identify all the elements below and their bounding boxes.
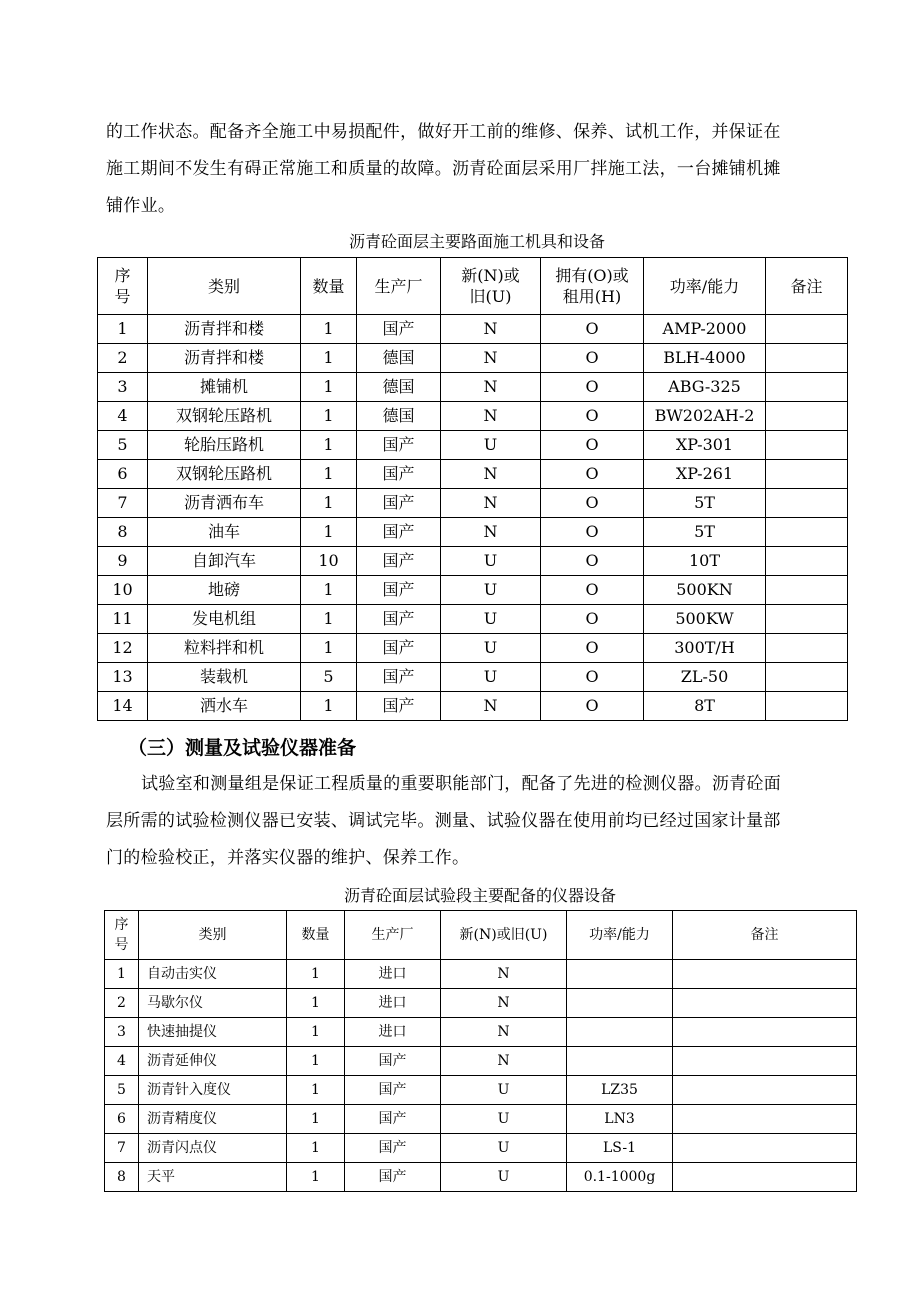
cell-qty: 1: [287, 1018, 345, 1047]
cell-qty: 1: [301, 605, 357, 634]
cell-category: 地磅: [148, 576, 301, 605]
cell-newold: N: [441, 315, 541, 344]
cell-own: O: [541, 634, 644, 663]
cell-qty: 5: [301, 663, 357, 692]
cell-power: LZ35: [567, 1076, 673, 1105]
cell-newold: U: [441, 1105, 567, 1134]
cell-seq: 12: [98, 634, 148, 663]
cell-power: LS-1: [567, 1134, 673, 1163]
cell-seq: 1: [105, 960, 139, 989]
cell-maker: 国产: [357, 692, 441, 721]
cell-remark: [766, 402, 848, 431]
cell-qty: 1: [301, 460, 357, 489]
cell-own: O: [541, 402, 644, 431]
cell-remark: [673, 1105, 857, 1134]
cell-category: 洒水车: [148, 692, 301, 721]
cell-remark: [766, 634, 848, 663]
cell-newold: N: [441, 460, 541, 489]
cell-maker: 德国: [357, 402, 441, 431]
cell-maker: 国产: [357, 431, 441, 460]
header-power: 功率/能力: [644, 258, 766, 315]
cell-qty: 1: [287, 1105, 345, 1134]
cell-own: O: [541, 373, 644, 402]
header-seq: 序 号: [105, 911, 139, 960]
cell-category: 自卸汽车: [148, 547, 301, 576]
header-own: 拥有(O)或 租用(H): [541, 258, 644, 315]
header-category: 类别: [139, 911, 287, 960]
cell-own: O: [541, 605, 644, 634]
cell-power: 8T: [644, 692, 766, 721]
cell-qty: 1: [301, 692, 357, 721]
table2-header-row: [105, 911, 857, 960]
cell-power: [567, 1047, 673, 1076]
cell-remark: [766, 431, 848, 460]
cell-own: O: [541, 431, 644, 460]
header-maker: 生产厂: [357, 258, 441, 315]
section-line-2: 层所需的试验检测仪器已安装、调试完毕。测量、试验仪器在使用前均已经过国家计量部: [106, 811, 781, 831]
cell-seq: 8: [98, 518, 148, 547]
header-remark: 备注: [766, 258, 848, 315]
cell-power: [567, 1018, 673, 1047]
table1-body: [98, 315, 848, 721]
cell-qty: 1: [287, 1163, 345, 1192]
cell-seq: 1: [98, 315, 148, 344]
cell-maker: 国产: [357, 489, 441, 518]
cell-qty: 1: [287, 1076, 345, 1105]
cell-power: [567, 989, 673, 1018]
cell-maker: 进口: [345, 960, 441, 989]
cell-power: XP-261: [644, 460, 766, 489]
table1-header-row: [98, 258, 848, 315]
cell-newold: U: [441, 663, 541, 692]
machinery-table: [97, 257, 848, 721]
instrument-table: [104, 910, 857, 1192]
cell-category: 天平: [139, 1163, 287, 1192]
header-remark: 备注: [673, 911, 857, 960]
cell-seq: 7: [98, 489, 148, 518]
cell-remark: [673, 989, 857, 1018]
cell-seq: 5: [105, 1076, 139, 1105]
cell-newold: N: [441, 402, 541, 431]
header-seq: 序 号: [98, 258, 148, 315]
cell-newold: U: [441, 1134, 567, 1163]
cell-power: 5T: [644, 489, 766, 518]
cell-newold: N: [441, 344, 541, 373]
cell-qty: 1: [287, 989, 345, 1018]
cell-qty: 1: [287, 1047, 345, 1076]
cell-newold: N: [441, 960, 567, 989]
cell-seq: 9: [98, 547, 148, 576]
table-row: [98, 518, 848, 547]
cell-category: 马歇尔仪: [139, 989, 287, 1018]
cell-newold: N: [441, 1018, 567, 1047]
cell-newold: N: [441, 373, 541, 402]
cell-category: 油车: [148, 518, 301, 547]
cell-remark: [766, 315, 848, 344]
cell-category: 发电机组: [148, 605, 301, 634]
cell-own: O: [541, 460, 644, 489]
cell-power: ABG-325: [644, 373, 766, 402]
table-row: [98, 489, 848, 518]
table-row: [98, 576, 848, 605]
cell-qty: 1: [287, 1134, 345, 1163]
table-row: [98, 315, 848, 344]
cell-power: 10T: [644, 547, 766, 576]
cell-own: O: [541, 518, 644, 547]
table-row: [105, 989, 857, 1018]
table-row: [98, 402, 848, 431]
cell-remark: [766, 605, 848, 634]
cell-qty: 10: [301, 547, 357, 576]
table-row: [105, 1047, 857, 1076]
cell-power: AMP-2000: [644, 315, 766, 344]
cell-category: 沥青延伸仪: [139, 1047, 287, 1076]
cell-category: 双钢轮压路机: [148, 460, 301, 489]
cell-seq: 5: [98, 431, 148, 460]
intro-line-1: 的工作状态。配备齐全施工中易损配件，做好开工前的维修、保养、试机工作，并保证在: [106, 122, 781, 142]
cell-category: 快速抽提仪: [139, 1018, 287, 1047]
cell-seq: 14: [98, 692, 148, 721]
cell-seq: 10: [98, 576, 148, 605]
table-row: [98, 431, 848, 460]
table-row: [98, 605, 848, 634]
cell-newold: U: [441, 547, 541, 576]
cell-remark: [766, 489, 848, 518]
cell-newold: N: [441, 692, 541, 721]
cell-category: 双钢轮压路机: [148, 402, 301, 431]
header-qty: 数量: [301, 258, 357, 315]
cell-category: 沥青洒布车: [148, 489, 301, 518]
cell-remark: [673, 1163, 857, 1192]
header-power: 功率/能力: [567, 911, 673, 960]
cell-category: 沥青针入度仪: [139, 1076, 287, 1105]
cell-qty: 1: [301, 373, 357, 402]
cell-own: O: [541, 315, 644, 344]
cell-seq: 2: [98, 344, 148, 373]
table-row: [98, 344, 848, 373]
table1-caption: 沥青砼面层主要路面施工机具和设备: [348, 232, 605, 251]
cell-seq: 3: [98, 373, 148, 402]
cell-maker: 德国: [357, 373, 441, 402]
table2-caption: 沥青砼面层试验段主要配备的仪器设备: [343, 886, 616, 905]
cell-power: XP-301: [644, 431, 766, 460]
cell-maker: 国产: [357, 634, 441, 663]
intro-line-3: 铺作业。: [106, 196, 176, 216]
table-row: [105, 1076, 857, 1105]
cell-category: 沥青闪点仪: [139, 1134, 287, 1163]
table-row: [105, 1018, 857, 1047]
cell-remark: [766, 373, 848, 402]
cell-power: BLH-4000: [644, 344, 766, 373]
cell-category: 粒料拌和机: [148, 634, 301, 663]
table-row: [105, 960, 857, 989]
cell-remark: [766, 344, 848, 373]
cell-category: 沥青拌和楼: [148, 315, 301, 344]
cell-qty: 1: [287, 960, 345, 989]
cell-category: 沥青拌和楼: [148, 344, 301, 373]
cell-newold: U: [441, 1076, 567, 1105]
table-row: [98, 634, 848, 663]
section-line-1: 试验室和测量组是保证工程质量的重要职能部门，配备了先进的检测仪器。沥青砼面: [141, 774, 782, 794]
cell-maker: 国产: [345, 1105, 441, 1134]
table-row: [105, 1163, 857, 1192]
cell-newold: U: [441, 605, 541, 634]
header-newold: 新(N)或旧(U): [441, 911, 567, 960]
cell-maker: 国产: [357, 576, 441, 605]
cell-newold: U: [441, 431, 541, 460]
header-category: 类别: [148, 258, 301, 315]
table-row: [98, 460, 848, 489]
header-maker: 生产厂: [345, 911, 441, 960]
cell-remark: [766, 460, 848, 489]
cell-own: O: [541, 692, 644, 721]
cell-maker: 德国: [357, 344, 441, 373]
section-heading: （三）测量及试验仪器准备: [128, 737, 357, 759]
cell-maker: 国产: [345, 1134, 441, 1163]
cell-category: 轮胎压路机: [148, 431, 301, 460]
table-row: [105, 1134, 857, 1163]
cell-remark: [766, 663, 848, 692]
table-row: [98, 692, 848, 721]
cell-qty: 1: [301, 576, 357, 605]
cell-remark: [673, 1047, 857, 1076]
cell-own: O: [541, 489, 644, 518]
cell-power: 5T: [644, 518, 766, 547]
cell-seq: 8: [105, 1163, 139, 1192]
cell-qty: 1: [301, 489, 357, 518]
section-line-3: 门的检验校正，并落实仪器的维护、保养工作。: [106, 848, 470, 868]
cell-maker: 国产: [357, 315, 441, 344]
cell-newold: U: [441, 634, 541, 663]
header-qty: 数量: [287, 911, 345, 960]
cell-maker: 国产: [357, 605, 441, 634]
cell-seq: 7: [105, 1134, 139, 1163]
cell-seq: 4: [105, 1047, 139, 1076]
cell-category: 沥青精度仪: [139, 1105, 287, 1134]
cell-maker: 国产: [345, 1047, 441, 1076]
cell-remark: [766, 518, 848, 547]
cell-seq: 3: [105, 1018, 139, 1047]
cell-seq: 6: [98, 460, 148, 489]
cell-power: 0.1-1000g: [567, 1163, 673, 1192]
cell-own: O: [541, 344, 644, 373]
cell-remark: [766, 576, 848, 605]
cell-maker: 国产: [345, 1076, 441, 1105]
cell-qty: 1: [301, 315, 357, 344]
cell-seq: 6: [105, 1105, 139, 1134]
cell-seq: 2: [105, 989, 139, 1018]
cell-own: O: [541, 547, 644, 576]
cell-power: BW202AH-2: [644, 402, 766, 431]
intro-line-2: 施工期间不发生有碍正常施工和质量的故障。沥青砼面层采用厂拌施工法，一台摊铺机摊: [106, 159, 781, 179]
cell-maker: 国产: [357, 460, 441, 489]
cell-remark: [673, 960, 857, 989]
cell-power: 300T/H: [644, 634, 766, 663]
cell-own: O: [541, 576, 644, 605]
header-newold: 新(N)或 旧(U): [441, 258, 541, 315]
cell-maker: 国产: [357, 518, 441, 547]
cell-newold: U: [441, 576, 541, 605]
cell-power: [567, 960, 673, 989]
cell-own: O: [541, 663, 644, 692]
table-row: [98, 663, 848, 692]
cell-power: 500KW: [644, 605, 766, 634]
cell-category: 摊铺机: [148, 373, 301, 402]
cell-maker: 进口: [345, 989, 441, 1018]
table2-body: [105, 960, 857, 1192]
cell-remark: [766, 547, 848, 576]
cell-maker: 国产: [357, 547, 441, 576]
cell-power: ZL-50: [644, 663, 766, 692]
cell-newold: N: [441, 489, 541, 518]
cell-remark: [673, 1134, 857, 1163]
cell-seq: 13: [98, 663, 148, 692]
cell-remark: [673, 1018, 857, 1047]
table-row: [98, 547, 848, 576]
cell-category: 自动击实仪: [139, 960, 287, 989]
cell-power: 500KN: [644, 576, 766, 605]
cell-seq: 4: [98, 402, 148, 431]
cell-seq: 11: [98, 605, 148, 634]
cell-remark: [766, 692, 848, 721]
cell-newold: N: [441, 989, 567, 1018]
cell-maker: 国产: [345, 1163, 441, 1192]
cell-category: 装载机: [148, 663, 301, 692]
table-row: [105, 1105, 857, 1134]
cell-maker: 国产: [357, 663, 441, 692]
table-row: [98, 373, 848, 402]
cell-power: LN3: [567, 1105, 673, 1134]
cell-newold: N: [441, 1047, 567, 1076]
cell-newold: N: [441, 518, 541, 547]
cell-qty: 1: [301, 402, 357, 431]
cell-remark: [673, 1076, 857, 1105]
cell-newold: U: [441, 1163, 567, 1192]
cell-qty: 1: [301, 634, 357, 663]
cell-qty: 1: [301, 431, 357, 460]
cell-qty: 1: [301, 518, 357, 547]
cell-qty: 1: [301, 344, 357, 373]
cell-maker: 进口: [345, 1018, 441, 1047]
